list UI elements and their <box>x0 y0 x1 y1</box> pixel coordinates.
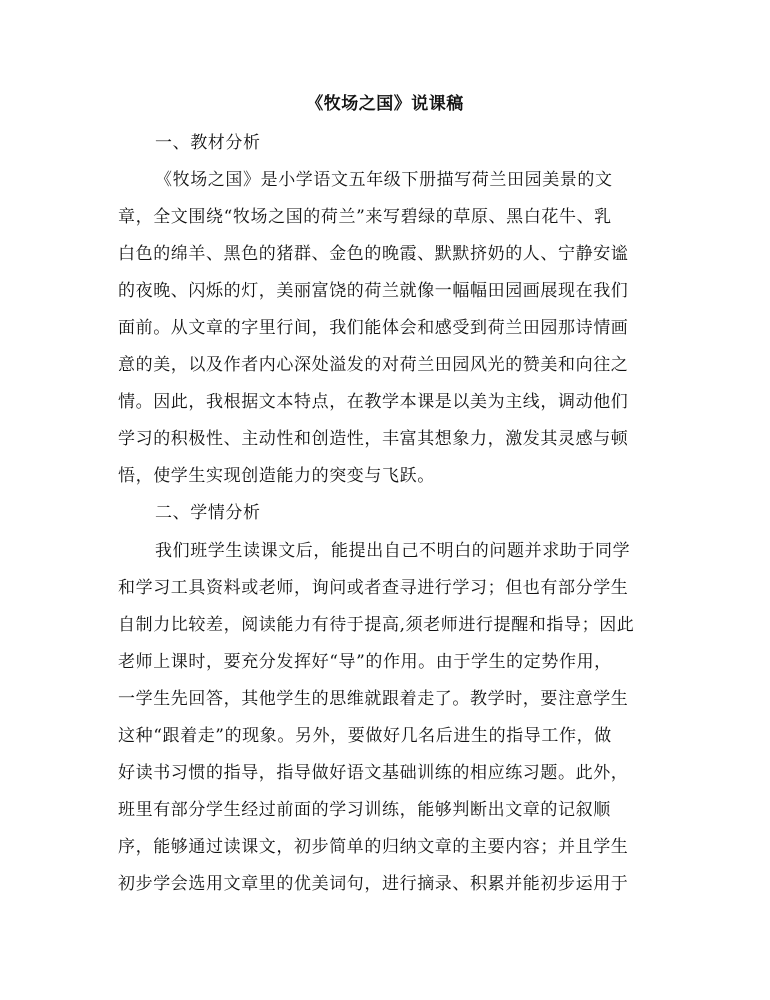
paragraph-line: 和学习工具资料或老师，询问或者查寻进行学习；但也有部分学生 <box>118 578 629 598</box>
paragraph-line: 面前。从文章的字里行间，我们能体会和感受到荷兰田园那诗情画 <box>118 318 629 338</box>
paragraph-line: 意的美，以及作者内心深处溢发的对荷兰田园风光的赞美和向往之 <box>118 355 629 375</box>
paragraph-line: 章，全文围绕“牧场之国的荷兰”来写碧绿的草原、黑白花牛、乳 <box>118 207 612 227</box>
paragraph-line: 情。因此，我根据文本特点，在教学本课是以美为主线，调动他们 <box>118 392 629 412</box>
paragraph-line: 班里有部分学生经过前面的学习训练，能够判断出文章的记叙顺 <box>118 800 611 820</box>
paragraph-line: 初步学会选用文章里的优美词句，进行摘录、积累并能初步运用于 <box>118 874 629 894</box>
paragraph-line: 悟，使学生实现创造能力的突变与飞跃。 <box>118 466 435 486</box>
paragraph-line: 的夜晚、闪烁的灯，美丽富饶的荷兰就像一幅幅田园画展现在我们 <box>118 281 629 301</box>
section-heading-student-analysis: 二、学情分析 <box>155 503 261 523</box>
paragraph-line: 学习的积极性、主动性和创造性，丰富其想象力，激发其灵感与顿 <box>118 429 629 449</box>
section-heading-textbook-analysis: 一、教材分析 <box>155 133 261 153</box>
paragraph-line: 老师上课时，要充分发挥好“导”的作用。由于学生的定势作用， <box>118 652 612 672</box>
page-title: 《牧场之国》说课稿 <box>306 94 464 114</box>
paragraph-line: 一学生先回答，其他学生的思维就跟着走了。教学时，要注意学生 <box>118 689 629 709</box>
paragraph-line: 序，能够通过读课文，初步简单的归纳文章的主要内容；并且学生 <box>118 837 629 857</box>
paragraph-line: 《牧场之国》是小学语文五年级下册描写荷兰田园美景的文 <box>155 170 613 190</box>
paragraph-line: 我们班学生读课文后，能提出自己不明白的问题并求助于同学 <box>155 541 631 561</box>
paragraph-line: 自制力比较差，阅读能力有待于提高,须老师进行提醒和指导；因此 <box>118 615 635 635</box>
paragraph-line: 好读书习惯的指导，指导做好语文基础训练的相应练习题。此外， <box>118 763 629 783</box>
paragraph-line: 这种“跟着走”的现象。另外，要做好几名后进生的指导工作，做 <box>118 726 612 746</box>
paragraph-line: 白色的绵羊、黑色的猪群、金色的晚霞、默默挤奶的人、宁静安谧 <box>118 244 629 264</box>
